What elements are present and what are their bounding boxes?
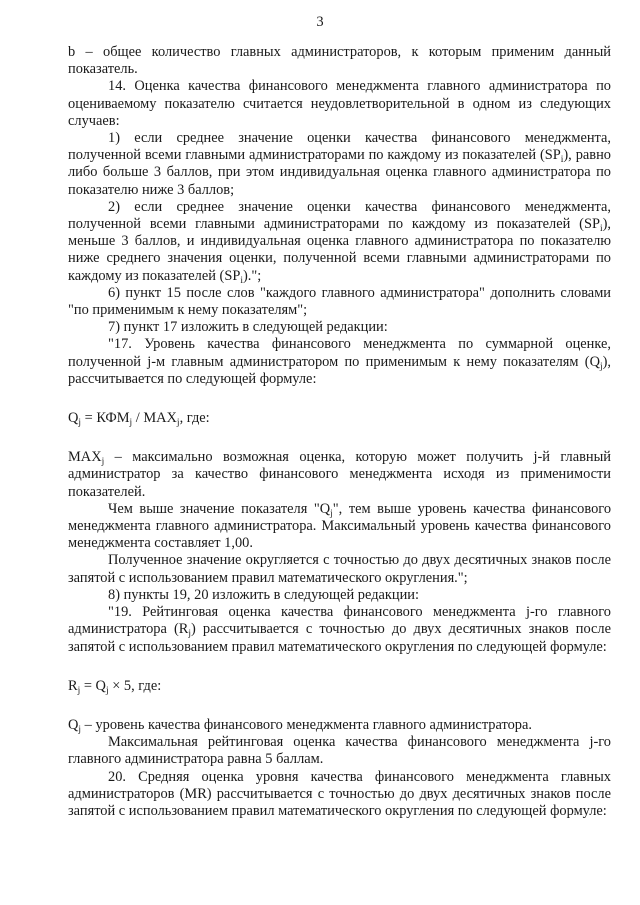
- text-run: Чем выше значение показателя "Q: [108, 500, 331, 517]
- text-run: MAX: [68, 449, 102, 466]
- text-run: = КФМ: [81, 410, 130, 427]
- subscript: i: [599, 224, 603, 235]
- subscript: j: [77, 685, 81, 696]
- subscript: j: [78, 724, 82, 735]
- paragraph: b – общее количество главных администраторов, к которым применим данный показатель.: [68, 44, 611, 78]
- paragraph: [68, 336, 611, 388]
- subscript: j: [101, 457, 105, 468]
- paragraph: Максимальная рейтинговая оценка качества финансового менеджмента j-го главного администратора равна 5 баллам.: [68, 734, 611, 768]
- paragraph: 6) пункт 15 после слов "каждого главного администратора" дополнить словами "по применимым к нему показателям";: [68, 284, 611, 319]
- subscript: j: [78, 418, 82, 429]
- paragraph: [68, 717, 611, 734]
- text-run: "17. Уровень качества финансового менеджмента по суммарной оценке, полученной j-м главным администратором по применимым к нему показателям (Q: [68, 336, 611, 370]
- subscript: j: [330, 508, 333, 519]
- text-run: ), равно либо больше 3 баллов, при этом индивидуальная оценка главного администратора по показателю ниже 3 баллов;: [68, 147, 611, 198]
- subscript: j: [599, 361, 603, 372]
- subscript: i: [560, 155, 564, 166]
- document-body: [68, 44, 611, 820]
- text-run: ", тем выше уровень качества финансового менеджмента главного администратора. Максимальный уровень качества финансового менеджмента составляет 1,00.: [68, 500, 612, 552]
- paragraph: 7) пункт 17 изложить в следующей редакции:: [108, 319, 388, 336]
- paragraph: 20. Средняя оценка уровня качества финансового менеджмента главных администраторов (MR) рассчитывается с точностью до двух десятичных знаков после запятой с использованием правил математического округления по следующей формуле:: [68, 768, 611, 819]
- text-run: Q: [68, 410, 79, 427]
- text-run: / MAX: [132, 410, 177, 427]
- subscript: i: [240, 275, 243, 286]
- subscript: j: [129, 418, 133, 429]
- text-run: "19. Рейтинговая оценка качества финансового менеджмента j-го главного администратора (R: [68, 604, 611, 638]
- text-run: ).";: [242, 267, 262, 284]
- text-run: × 5, где:: [108, 677, 162, 694]
- subscript: j: [176, 418, 180, 429]
- text-run: – уровень качества финансового менеджмента главного администратора.: [81, 716, 532, 733]
- paragraph: [68, 604, 611, 656]
- text-run: ), меньше 3 баллов, и индивидуальная оценка главного администратора по показателю ниже среднего значения оценки, полученной всеми главными администраторами по каждому из показателей (SP: [68, 216, 611, 284]
- text-run: , где:: [179, 410, 210, 427]
- subscript: j: [188, 629, 192, 640]
- text-run: ) рассчитывается с точностью до двух десятичных знаков после запятой с использованием правил математического округления по следующей формуле:: [68, 621, 611, 655]
- text-run: 1) если среднее значение оценки качества финансового менеджмента, полученной всеми главными администраторами по каждому из показателей (SP: [68, 130, 611, 164]
- paragraph: Полученное значение округляется с точностью до двух десятичных знаков после запятой с использованием правил математического округления.";: [68, 552, 611, 586]
- text-run: = Q: [80, 677, 106, 694]
- formula: [68, 678, 611, 695]
- paragraph: 14. Оценка качества финансового менеджмента главного администратора по оцениваемому показателю считается неудовлетворительной в одном из следующих случаев:: [68, 78, 611, 129]
- text-run: Q: [68, 716, 79, 733]
- paragraph: [68, 130, 611, 199]
- paragraph: [68, 449, 611, 501]
- page-number: 3: [316, 14, 324, 30]
- subscript: j: [105, 685, 109, 696]
- formula: [68, 410, 611, 427]
- text-run: – максимально возможная оценка, которую может получить j-й главный администратор за качество финансового менеджмента исходя из применимости показателей.: [68, 449, 611, 500]
- text-run: R: [68, 677, 78, 694]
- text-run: ), рассчитывается по следующей формуле:: [68, 353, 611, 387]
- text-run: 2) если среднее значение оценки качества финансового менеджмента, полученной всеми главными администраторами по каждому из показателей (SP: [68, 198, 611, 233]
- paragraph: 8) пункты 19, 20 изложить в следующей редакции:: [108, 586, 419, 603]
- paragraph: [68, 501, 611, 553]
- paragraph: [68, 199, 611, 285]
